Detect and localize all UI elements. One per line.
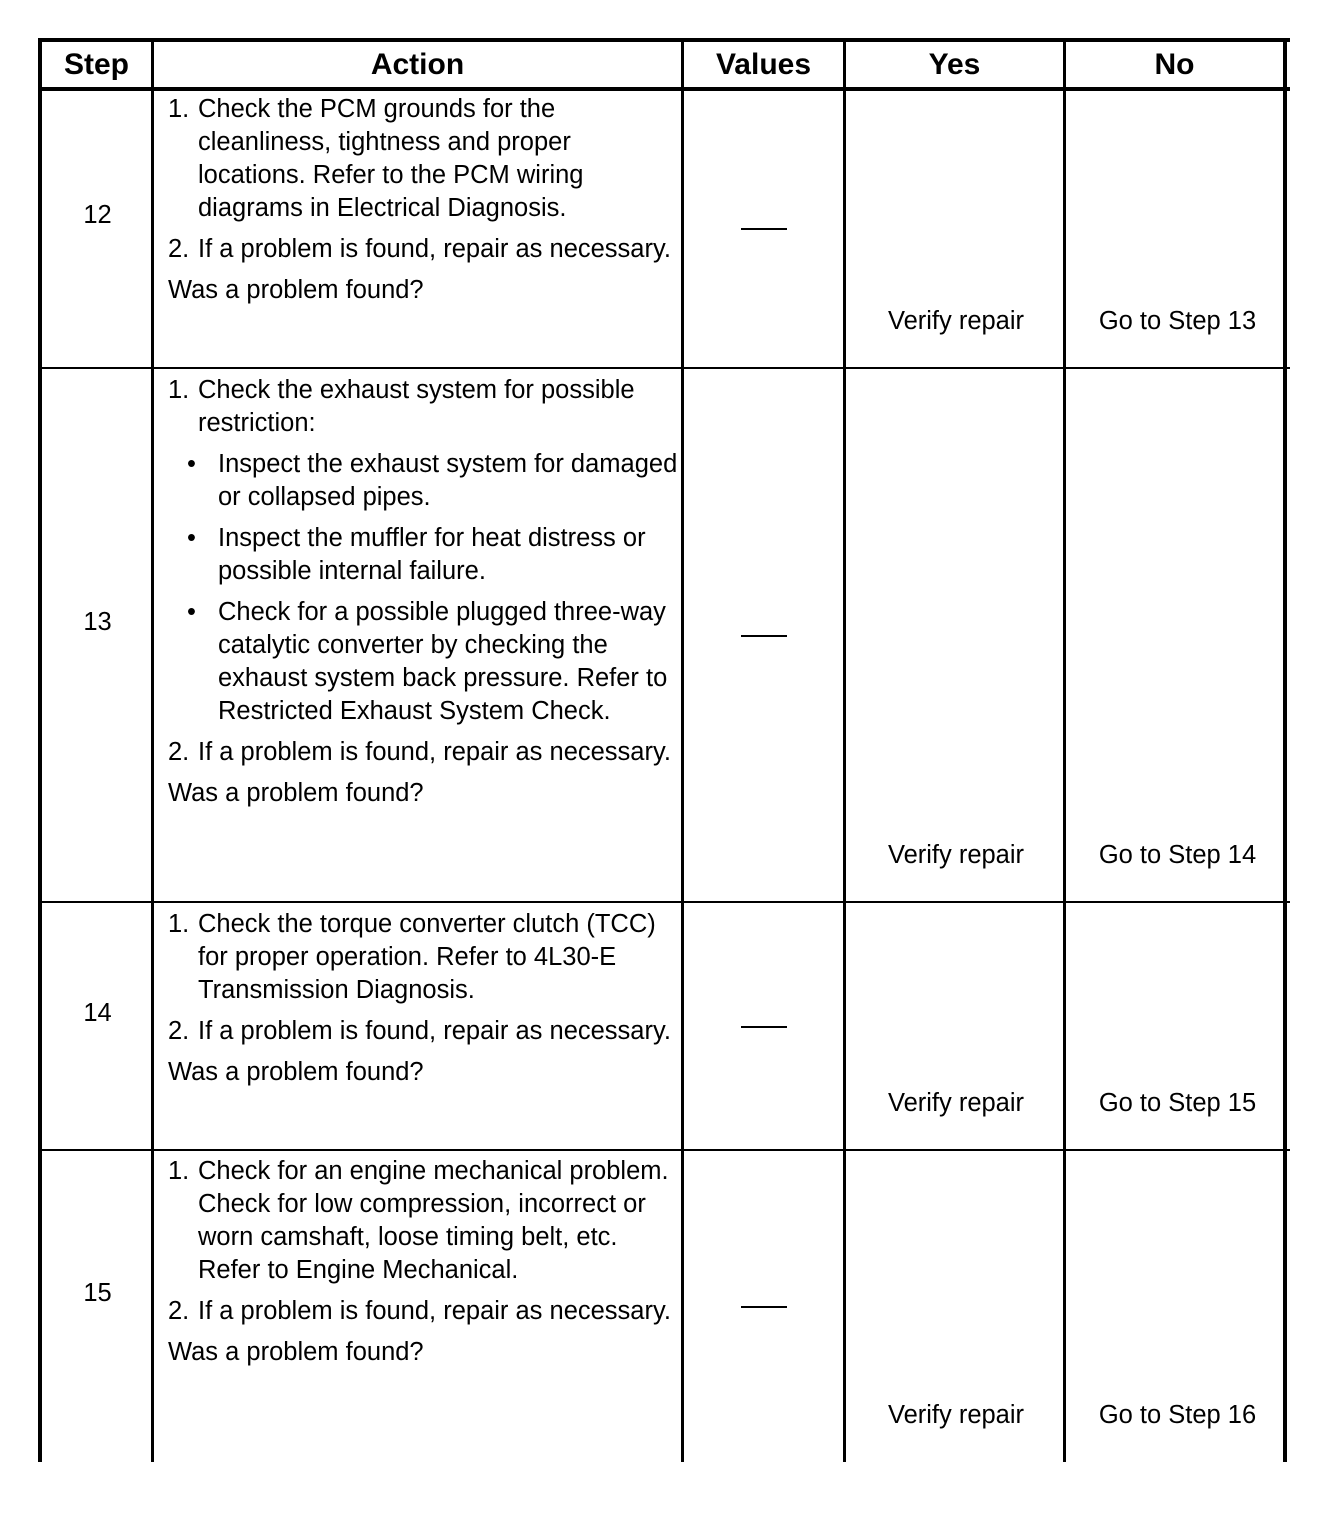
action-item: 1. Check the torque converter clutch (TCC) for proper operation. Refer to 4L30-E Transmission Diagnosis. bbox=[168, 910, 656, 1004]
action-item: 2. If a problem is found, repair as necessary. bbox=[168, 1297, 671, 1325]
action-question: Was a problem found? bbox=[168, 1338, 424, 1366]
action-item: 2. If a problem is found, repair as necessary. bbox=[168, 738, 671, 766]
value-dash bbox=[741, 635, 787, 637]
action-cell bbox=[168, 1155, 678, 1369]
value-dash bbox=[741, 1026, 787, 1028]
no-cell: Go to Step 15 bbox=[1098, 1089, 1257, 1117]
row-divider bbox=[38, 367, 1290, 369]
column-divider bbox=[681, 38, 684, 1462]
table-border-left bbox=[38, 38, 42, 1462]
step-number: 15 bbox=[83, 1279, 112, 1307]
action-item: 1. Check the exhaust system for possible restriction: bbox=[168, 376, 635, 437]
no-cell: Go to Step 14 bbox=[1098, 841, 1257, 869]
action-bullet: • Check for a possible plugged three-way catalytic converter by checking the exhaust system back pressure. Refer to Restricted Exhaust System Check. bbox=[187, 598, 668, 725]
action-bullet: • Inspect the muffler for heat distress or possible internal failure. bbox=[187, 524, 646, 585]
row-divider bbox=[38, 1149, 1290, 1151]
header-values: Values bbox=[715, 48, 812, 81]
column-divider bbox=[151, 38, 154, 1462]
action-item: 2. If a problem is found, repair as necessary. bbox=[168, 1017, 671, 1045]
action-item: 1. Check for an engine mechanical problem. Check for low compression, incorrect or worn camshaft, loose timing belt, etc. Refer to Engine Mechanical. bbox=[168, 1157, 669, 1284]
value-dash bbox=[741, 1306, 787, 1308]
header-yes: Yes bbox=[928, 48, 981, 81]
yes-cell: Verify repair bbox=[887, 307, 1025, 335]
table-border-right bbox=[1283, 38, 1287, 1462]
yes-cell: Verify repair bbox=[887, 1089, 1025, 1117]
yes-cell: Verify repair bbox=[887, 841, 1025, 869]
row-divider bbox=[38, 901, 1290, 903]
action-cell bbox=[168, 374, 678, 810]
no-cell: Go to Step 13 bbox=[1098, 307, 1257, 335]
yes-cell: Verify repair bbox=[887, 1401, 1025, 1429]
no-cell: Go to Step 16 bbox=[1098, 1401, 1257, 1429]
step-number: 14 bbox=[83, 999, 112, 1027]
value-dash bbox=[741, 228, 787, 230]
action-item: 1. Check the PCM grounds for the cleanliness, tightness and proper locations. Refer to the PCM wiring diagrams in Electrical Diagnosis. bbox=[168, 95, 584, 222]
step-number: 12 bbox=[83, 201, 112, 229]
header-no: No bbox=[1154, 48, 1195, 81]
column-divider bbox=[843, 38, 846, 1462]
step-number: 13 bbox=[83, 608, 112, 636]
action-cell bbox=[168, 908, 678, 1089]
action-cell bbox=[168, 93, 678, 307]
header-step: Step bbox=[63, 48, 129, 81]
column-divider bbox=[1063, 38, 1066, 1462]
action-question: Was a problem found? bbox=[168, 1058, 424, 1086]
action-question: Was a problem found? bbox=[168, 779, 424, 807]
action-item: 2. If a problem is found, repair as necessary. bbox=[168, 235, 671, 263]
action-bullet: • Inspect the exhaust system for damaged or collapsed pipes. bbox=[187, 450, 678, 511]
header-action: Action bbox=[370, 48, 465, 81]
action-question: Was a problem found? bbox=[168, 276, 424, 304]
